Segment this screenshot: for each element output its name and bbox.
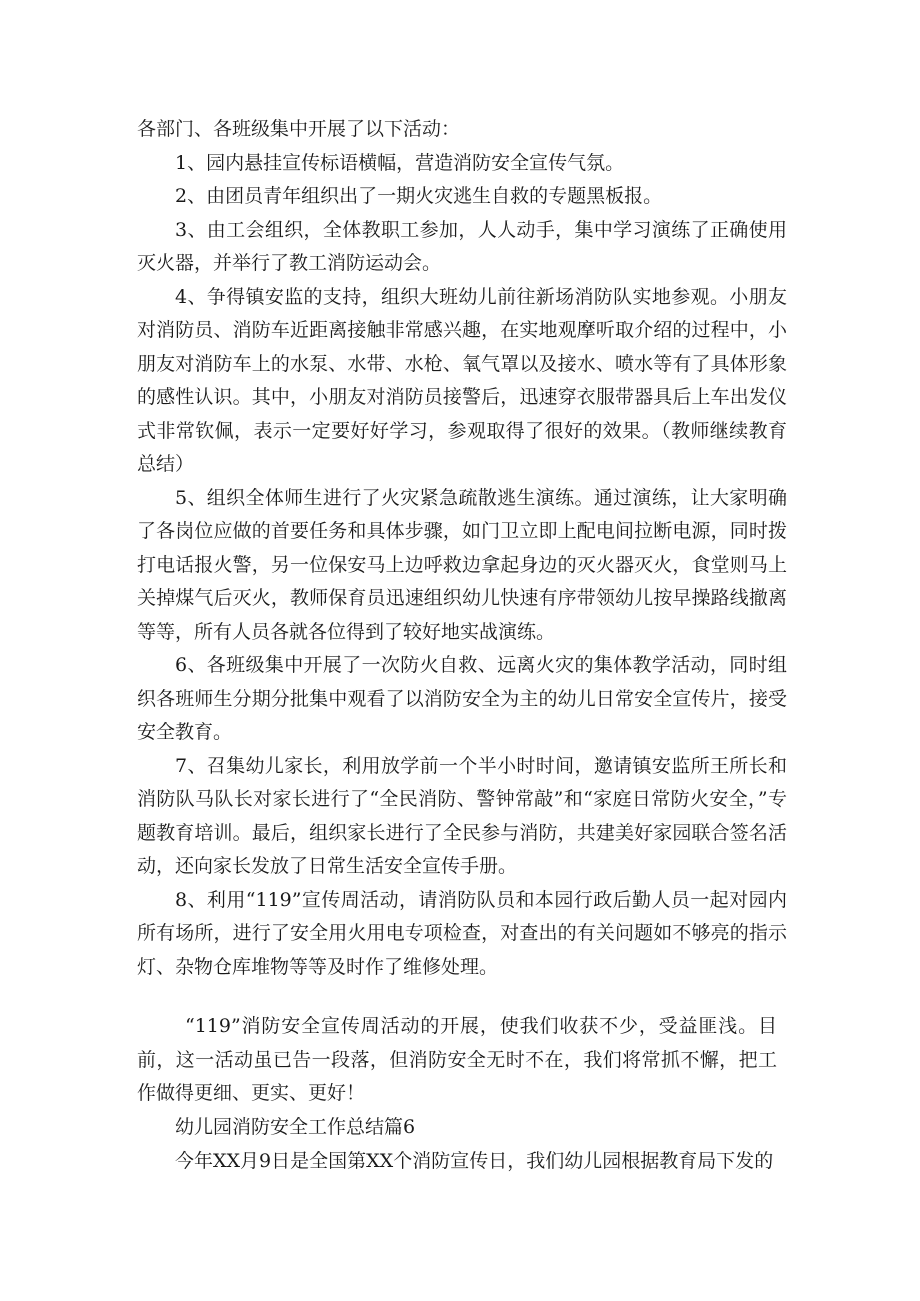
section-heading: 幼儿园消防安全工作总结篇6: [175, 1116, 416, 1138]
item-3-paragraph: 3、由工会组织，全体教职工参加，人人动手，集中学习演练了正确使用灭火器，并举行了教工消防运动会。: [137, 218, 787, 274]
closing-block: [137, 1010, 777, 1111]
item-7-paragraph: 7、召集幼儿家长，利用放学前一个半小时时间，邀请镇安监所王所长和消防队马队长对家长进行了“全民消防、警钟常敲”和“家庭日常防火安全，”专题教育培训。最后，组织家长进行了全民参与消防，共建美好家园联合签名活动，还向家长发放了日常生活安全宣传手册。: [137, 754, 787, 877]
next-section: [137, 1111, 787, 1178]
document-body: [137, 113, 787, 984]
item-1-paragraph: 1、园内悬挂宣传标语横幅，营造消防安全宣传气氛。: [175, 151, 625, 174]
item-4-paragraph: 4、争得镇安监的支持，组织大班幼儿前往新场消防队实地参观。小朋友对消防员、消防车近距离接触非常感兴趣，在实地观摩听取介绍的过程中，小朋友对消防车上的水泵、水带、水枪、氧气罩以及接水、喷水等有了具体形象的感性认识。其中，小朋友对消防员接警后，迅速穿衣服带器具后上车出发仪式非常钦佩，表示一定要好好学习，参观取得了很好的效果。（教师继续教育总结）: [137, 285, 787, 475]
section-first-line: 今年XX月9日是全国第XX个消防宣传日，我们幼儿园根据教育局下发的: [175, 1149, 774, 1172]
item-5-paragraph: 5、组织全体师生进行了火灾紧急疏散逃生演练。通过演练，让大家明确了各岗位应做的首要任务和具体步骤，如门卫立即上配电间拉断电源，同时拨打电话报火警，另一位保安马上边呼救边拿起身边的灭火器灭火，食堂则马上关掉煤气后灭火，教师保育员迅速组织幼儿快速有序带领幼儿按早操路线撤离等等，所有人员各就各位得到了较好地实战演练。: [137, 486, 787, 643]
item-8-paragraph: 8、利用“119”宣传周活动，请消防队员和本园行政后勤人员一起对园内所有场所，进行了安全用火用电专项检查，对查出的有关问题如不够亮的指示灯、杂物仓库堆物等等及时作了维修处理。: [137, 888, 787, 978]
intro-line: 各部门、各班级集中开展了以下活动：: [137, 118, 461, 140]
closing-paragraph: “119”消防安全宣传周活动的开展，使我们收获不少，受益匪浅。目前，这一活动虽已告一段落，但消防安全无时不在，我们将常抓不懈，把工作做得更细、更实、更好！: [137, 1015, 777, 1104]
item-2-paragraph: 2、由团员青年组织出了一期火灾逃生自救的专题黑板报。: [175, 185, 663, 207]
item-6-paragraph: 6、各班级集中开展了一次防火自救、远离火灾的集体教学活动，同时组织各班师生分期分批集中观看了以消防安全为主的幼儿日常安全宣传片，接受安全教育。: [137, 654, 787, 743]
